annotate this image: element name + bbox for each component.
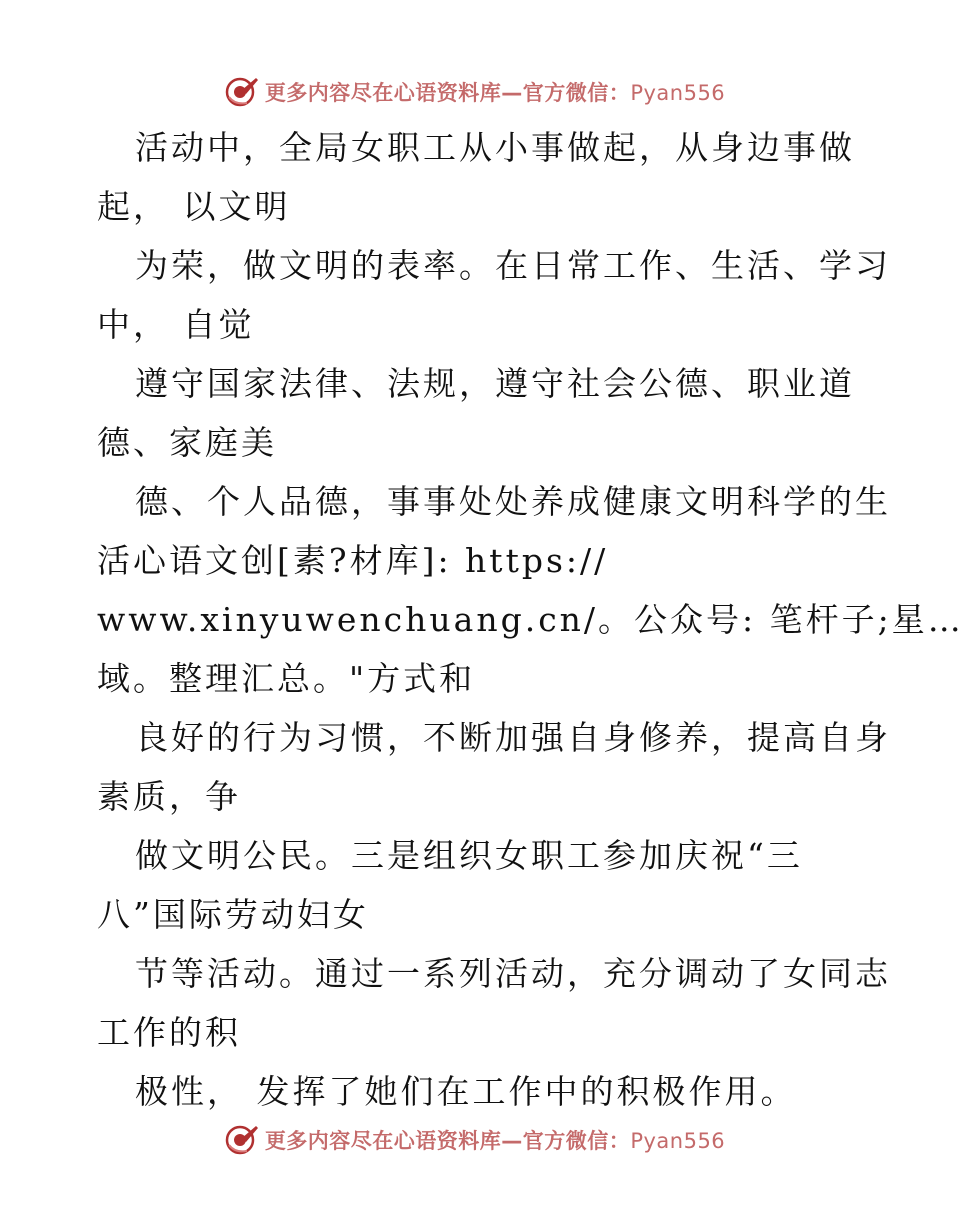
- pen-nib-logo-icon: [225, 75, 259, 109]
- body-line: 做文明公民。三是组织女职工参加庆祝“三: [135, 836, 803, 875]
- header-banner: [0, 72, 950, 112]
- body-line: 起， 以文明: [97, 187, 291, 226]
- body-line: 德、个人品德，事事处处养成健康文明科学的生: [135, 482, 891, 521]
- banner-handle: Pyan556: [630, 1129, 726, 1153]
- banner-text-main: 更多内容尽在心语资料库—官方微信：: [264, 1129, 631, 1153]
- body-line: 极性， 发挥了她们在工作中的积极作用。: [135, 1072, 797, 1111]
- body-line: 良好的行为习惯，不断加强自身修养，提高自身: [135, 718, 891, 757]
- body-line: 工作的积: [97, 1013, 241, 1052]
- body-line: 为荣，做文明的表率。在日常工作、生活、学习: [135, 246, 891, 285]
- footer-banner: [0, 1120, 950, 1160]
- banner-text: [265, 1125, 725, 1155]
- body-line: 八”国际劳动妇女: [97, 895, 369, 934]
- body-line: 中， 自觉: [97, 305, 255, 344]
- banner-text-main: 更多内容尽在心语资料库—官方微信：: [264, 81, 631, 105]
- body-line: 素质，争: [97, 777, 241, 816]
- body-line: 活动中，全局女职工从小事做起，从身边事做: [135, 128, 855, 167]
- body-line: 活心语文创[素?材库]: https://: [97, 541, 609, 580]
- body-line: www.xinyuwenchuang.cn/。公众号: 笔杆子;星…: [97, 600, 964, 639]
- body-line: 域。整理汇总。"方式和: [97, 659, 476, 698]
- banner-text: [265, 77, 725, 107]
- body-line: 节等活动。通过一系列活动，充分调动了女同志: [135, 954, 891, 993]
- document-body: [97, 118, 964, 1121]
- pen-nib-logo-icon: [225, 1123, 259, 1157]
- body-line: 德、家庭美: [97, 423, 277, 462]
- banner-handle: Pyan556: [630, 81, 726, 105]
- body-line: 遵守国家法律、法规，遵守社会公德、职业道: [135, 364, 855, 403]
